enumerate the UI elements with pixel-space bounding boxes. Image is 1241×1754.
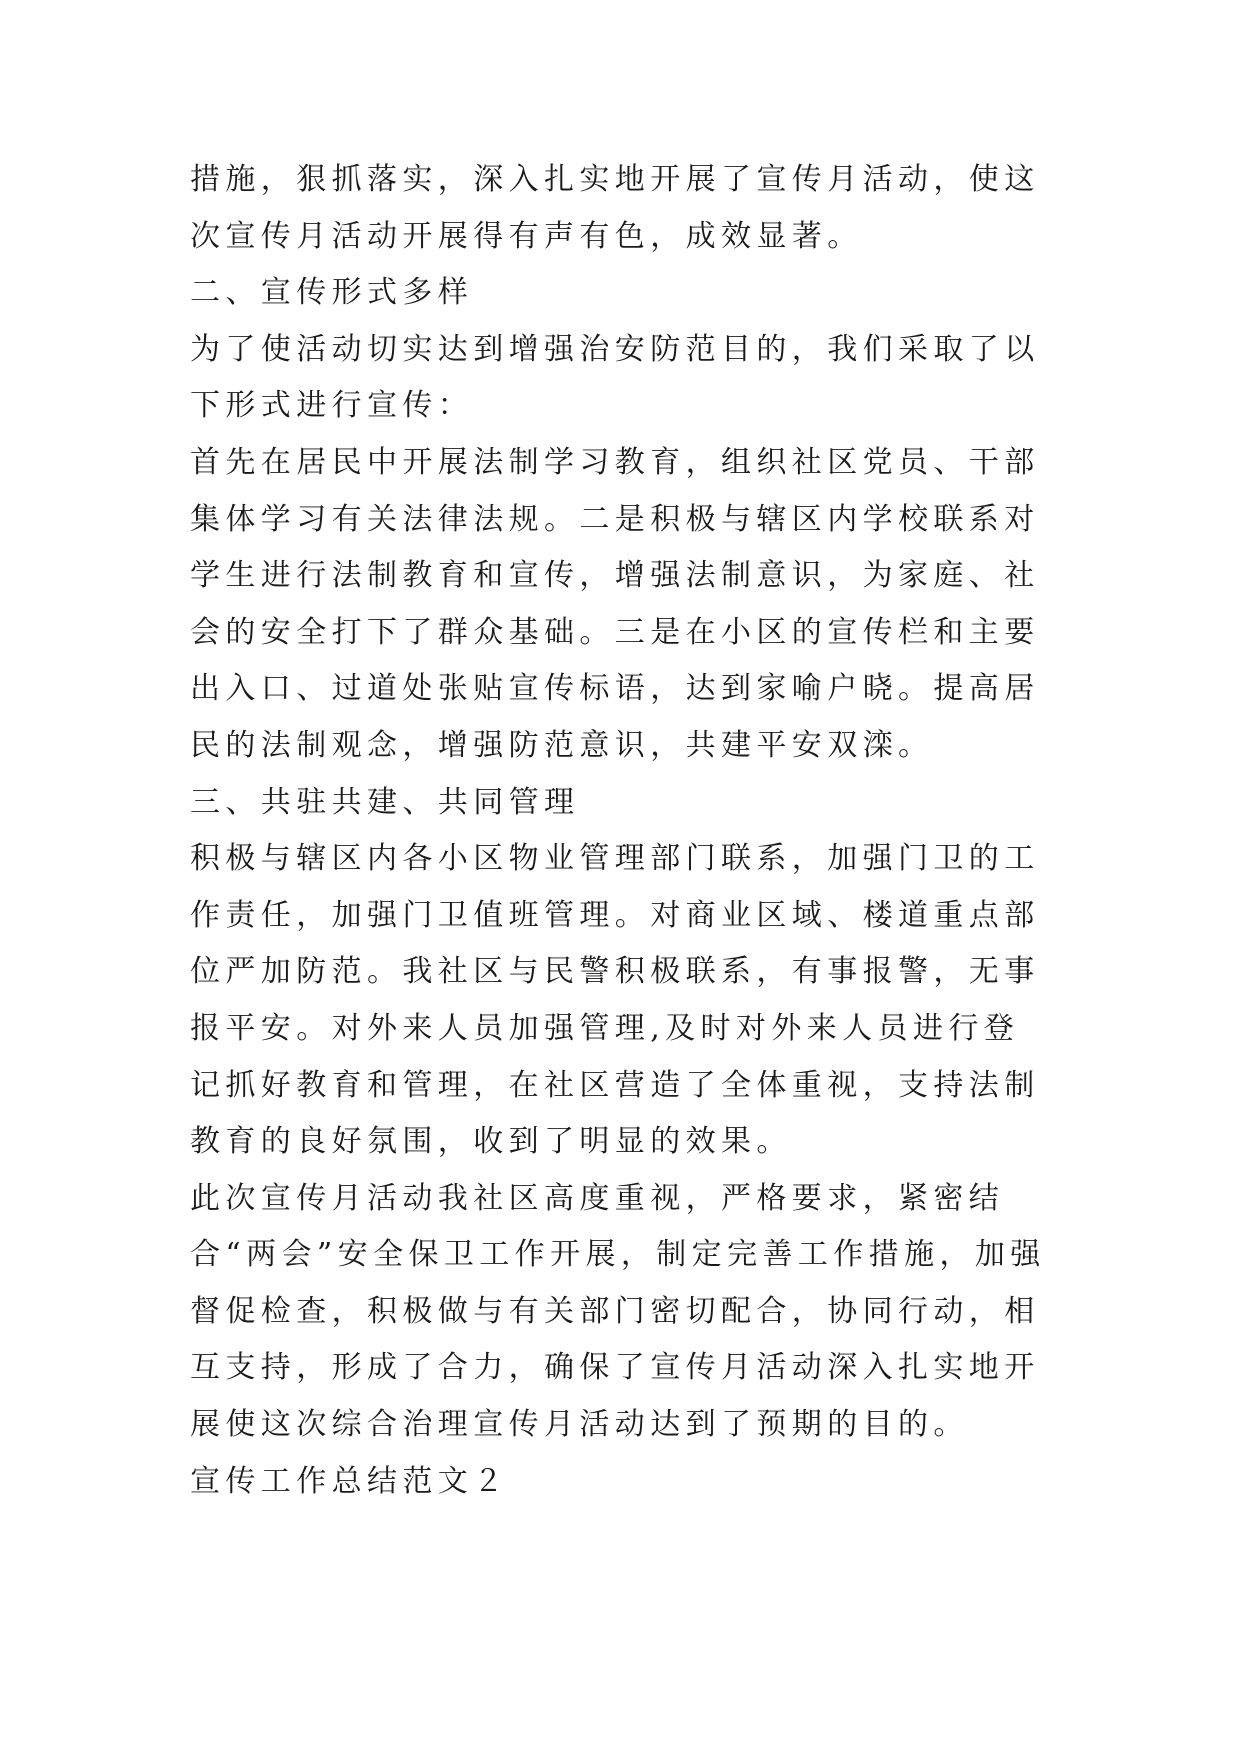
paragraph-education: 首先在居民中开展法制学习教育，组织社区党员、干部集体学习有关法律法规。二是积极与辖区内学校联系对学生进行法制教育和宣传，增强法制意识，为家庭、社会的安全打下了群众基础。三是在小区的宣传栏和主要出入口、过道处张贴宣传标语，达到家喻户晓。提高居民的法制观念，增强防范意识，共建平安双滦。: [190, 444, 1040, 763]
paragraph-management: 积极与辖区内各小区物业管理部门联系，加强门卫的工作责任，加强门卫值班管理。对商业区域、楼道重点部位严加防范。我社区与民警积极联系，有事报警，无事报平安。对外来人员加强管理,及时对外来人员进行登记抓好教育和管理，在社区营造了全体重视，支持法制教育的良好氛围，收到了明显的效果。: [190, 841, 1040, 1160]
paragraph-conclusion: 此次宣传月活动我社区高度重视，严格要求，紧密结合“两会”安全保卫工作开展，制定完善工作措施，加强督促检查，积极做与有关部门密切配合，协同行动，相互支持，形成了合力，确保了宣传月活动深入扎实地开展使这次综合治理宣传月活动达到了预期的目的。: [190, 1180, 1046, 1443]
section-heading-3: 三、共驻共建、共同管理: [190, 784, 580, 820]
document-page: [190, 152, 1050, 1510]
section-heading-2: 二、宣传形式多样: [190, 275, 474, 311]
document-title-2: 宣传工作总结范文２: [190, 1463, 509, 1499]
paragraph-intro: 为了使活动切实达到增强治安防范目的，我们采取了以下形式进行宣传：: [190, 331, 1040, 424]
paragraph-continuation: 措施，狠抓落实，深入扎实地开展了宣传月活动，使这次宣传月活动开展得有声有色，成效显著。: [190, 162, 1040, 254]
